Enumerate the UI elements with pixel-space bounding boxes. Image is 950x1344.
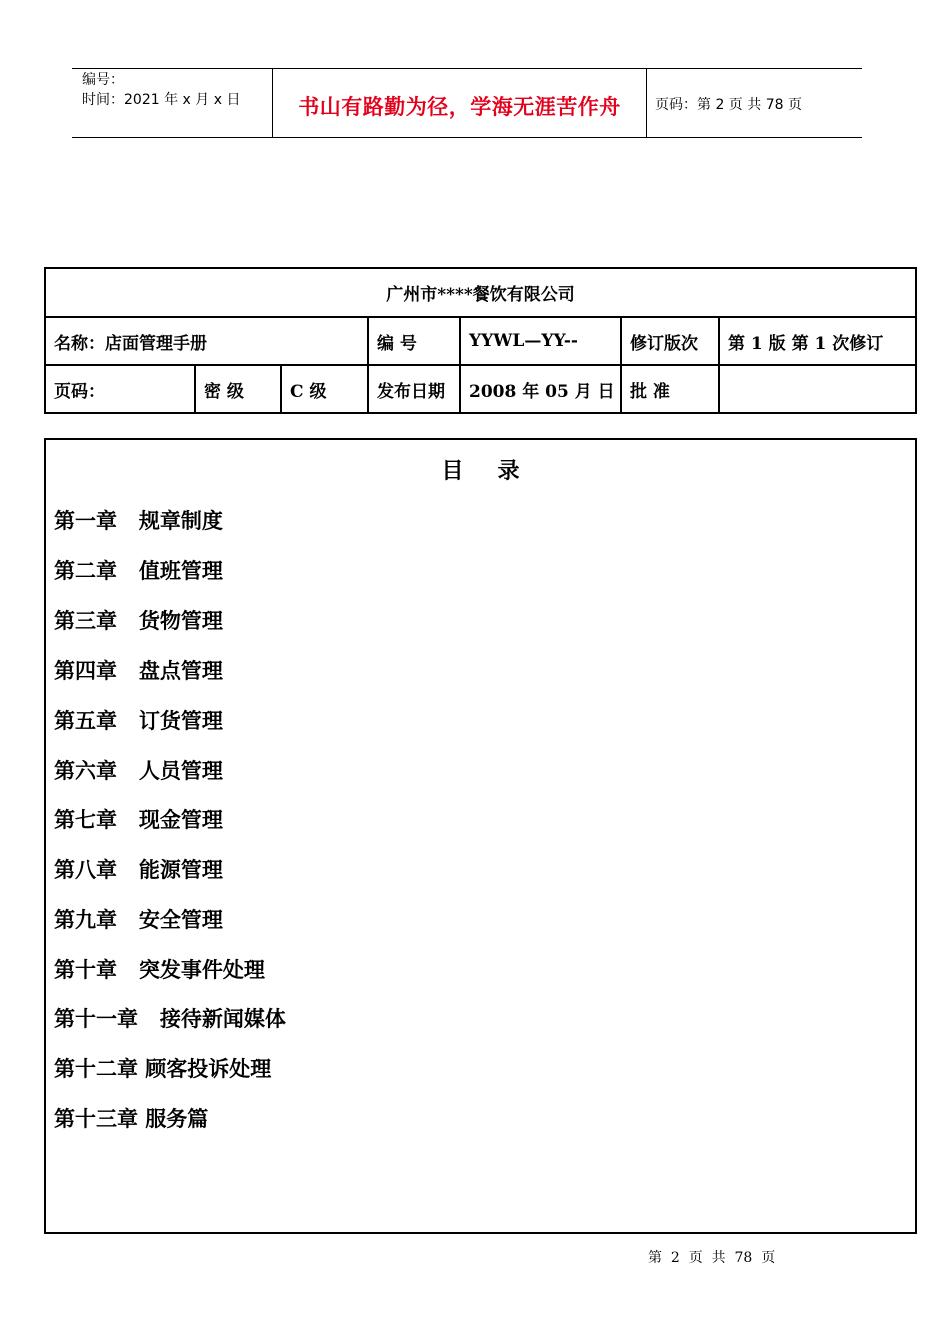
table-of-contents bbox=[44, 438, 917, 1234]
toc-item: 第十一章 接待新闻媒体 bbox=[54, 1006, 286, 1031]
revision-label: 修订版次 bbox=[622, 318, 720, 364]
document-info-table bbox=[44, 267, 917, 414]
toc-item: 第十三章 服务篇 bbox=[54, 1106, 209, 1131]
toc-item: 第九章 安全管理 bbox=[54, 907, 223, 932]
toc-item: 第八章 能源管理 bbox=[54, 857, 223, 882]
secret-value: C 级 bbox=[282, 366, 369, 412]
info-row-name bbox=[46, 318, 915, 366]
toc-item: 第十二章 顾客投诉处理 bbox=[54, 1056, 272, 1081]
toc-item: 第二章 值班管理 bbox=[54, 558, 223, 583]
toc-item: 第十章 突发事件处理 bbox=[54, 957, 265, 982]
toc-item: 第四章 盘点管理 bbox=[54, 658, 223, 683]
header-number-label: 编号： bbox=[82, 72, 124, 88]
page-header bbox=[72, 68, 862, 138]
approve-value bbox=[720, 366, 915, 412]
toc-item: 第七章 现金管理 bbox=[54, 807, 223, 832]
company-name: 广州市****餐饮有限公司 bbox=[386, 285, 575, 305]
info-row-page bbox=[46, 366, 915, 412]
toc-title: 目录 bbox=[441, 458, 554, 484]
toc-item: 第六章 人员管理 bbox=[54, 758, 223, 783]
date-label: 发布日期 bbox=[369, 366, 461, 412]
info-row-company bbox=[46, 269, 915, 318]
page-footer: 第 2 页 共 78 页 bbox=[648, 1250, 776, 1266]
revision-value: 第 1 版 第 1 次修订 bbox=[728, 333, 884, 354]
page-label: 页码： bbox=[46, 366, 196, 412]
number-value: YYWL—YY-- bbox=[461, 318, 622, 364]
header-time-label: 时间：2021 年 x 月 x 日 bbox=[82, 92, 241, 108]
approve-label: 批 准 bbox=[622, 366, 720, 412]
toc-item: 第五章 订货管理 bbox=[54, 708, 223, 733]
header-page-cell bbox=[647, 69, 862, 137]
manual-name: 名称：店面管理手册 bbox=[46, 318, 369, 364]
number-label: 编 号 bbox=[369, 318, 461, 364]
date-value: 2008 年 05 月 日 bbox=[461, 366, 622, 412]
header-motto: 书山有路勤为径，学海无涯苦作舟 bbox=[298, 94, 621, 119]
toc-item: 第三章 货物管理 bbox=[54, 608, 223, 633]
header-motto-cell bbox=[273, 69, 647, 137]
header-meta-cell bbox=[72, 69, 273, 137]
header-page-info: 页码：第 2 页 共 78 页 bbox=[655, 97, 802, 113]
secret-label: 密 级 bbox=[196, 366, 282, 412]
toc-item: 第一章 规章制度 bbox=[54, 508, 223, 533]
